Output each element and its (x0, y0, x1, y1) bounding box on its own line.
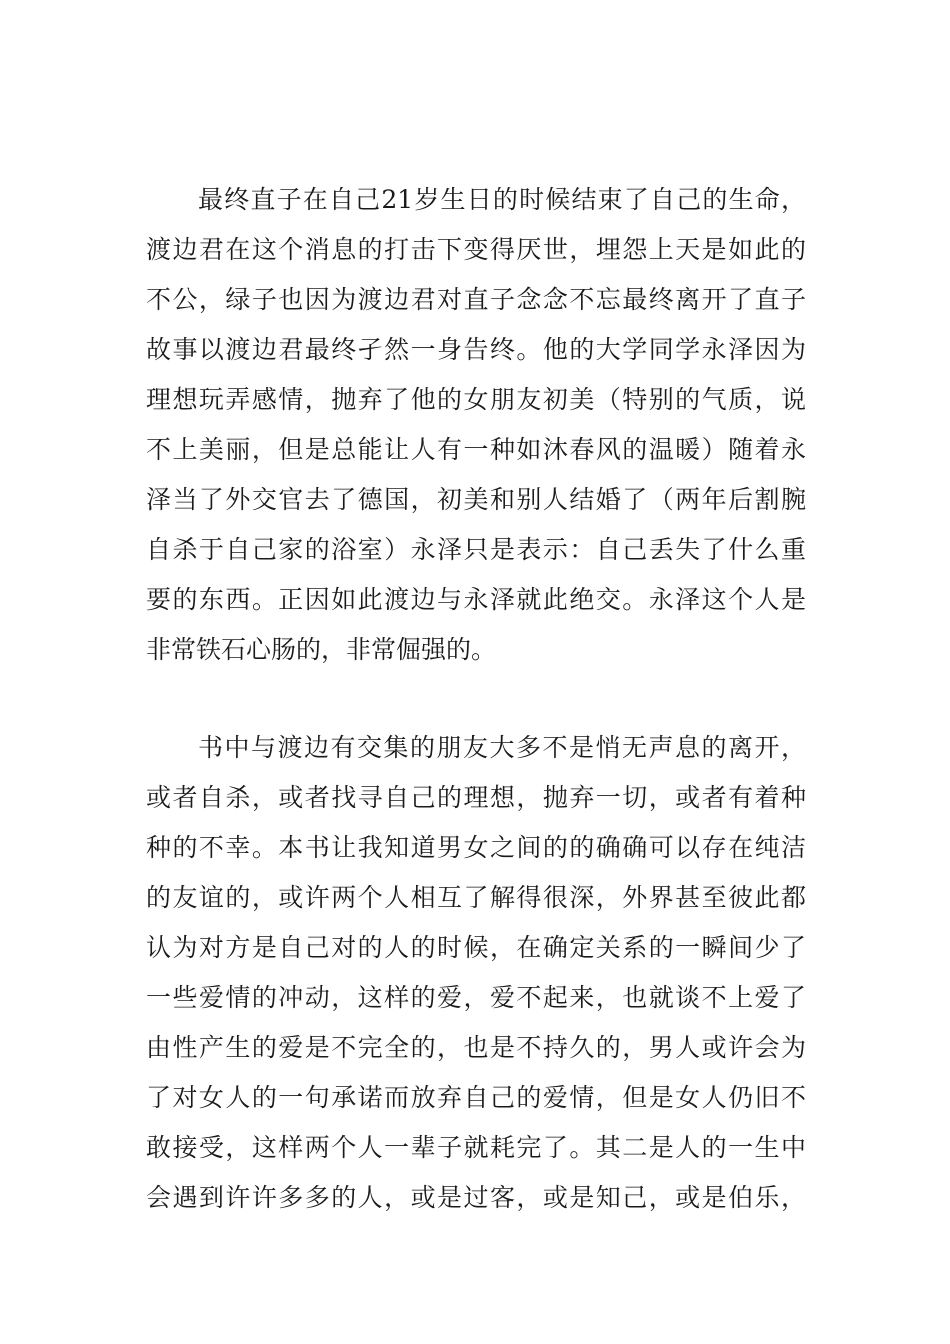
paragraph-line: 一些爱情的冲动，这样的爱，爱不起来，也就谈不上爱了 (146, 983, 806, 1012)
paragraph-line: 不上美丽，但是总能让人有一种如沐春风的温暖）随着永 (146, 435, 806, 464)
paragraph-line: 会遇到许许多多的人，或是过客，或是知己，或是伯乐， (146, 1183, 806, 1212)
paragraph-2 (146, 723, 806, 1223)
paragraph-line: 泽当了外交官去了德国，初美和别人结婚了（两年后割腕 (146, 485, 806, 514)
paragraph-line: 的友谊的，或许两个人相互了解得很深，外界甚至彼此都 (146, 883, 806, 912)
paragraph-line: 故事以渡边君最终孑然一身告终。他的大学同学永泽因为 (146, 335, 806, 364)
paragraph-line: 或者自杀，或者找寻自己的理想，抛弃一切，或者有着种 (146, 783, 806, 812)
paragraph-line: 了对女人的一句承诺而放弃自己的爱情，但是女人仍旧不 (146, 1083, 806, 1112)
paragraph-line: 认为对方是自己对的人的时候，在确定关系的一瞬间少了 (146, 933, 806, 962)
paragraph-1 (146, 175, 806, 675)
paragraph-line: 自杀于自己家的浴室）永泽只是表示：自己丢失了什么重 (146, 535, 806, 564)
paragraph-line: 书中与渡边有交集的朋友大多不是悄无声息的离开， (198, 733, 806, 762)
paragraph-line: 理想玩弄感情，抛弃了他的女朋友初美（特别的气质，说 (146, 385, 806, 414)
paragraph-line: 不公，绿子也因为渡边君对直子念念不忘最终离开了直子 (146, 285, 806, 314)
paragraph-line: 最终直子在自己21岁生日的时候结束了自己的生命， (198, 185, 806, 214)
paragraph-line: 渡边君在这个消息的打击下变得厌世，埋怨上天是如此的 (146, 235, 806, 264)
paragraph-line: 种的不幸。本书让我知道男女之间的的确确可以存在纯洁 (146, 833, 806, 862)
paragraph-line: 敢接受，这样两个人一辈子就耗完了。其二是人的一生中 (146, 1133, 806, 1162)
paragraph-line: 非常铁石心肠的，非常倔强的。 (146, 635, 497, 664)
paragraph-line: 要的东西。正因如此渡边与永泽就此绝交。永泽这个人是 (146, 585, 806, 614)
paragraph-line: 由性产生的爱是不完全的，也是不持久的，男人或许会为 (146, 1033, 806, 1062)
